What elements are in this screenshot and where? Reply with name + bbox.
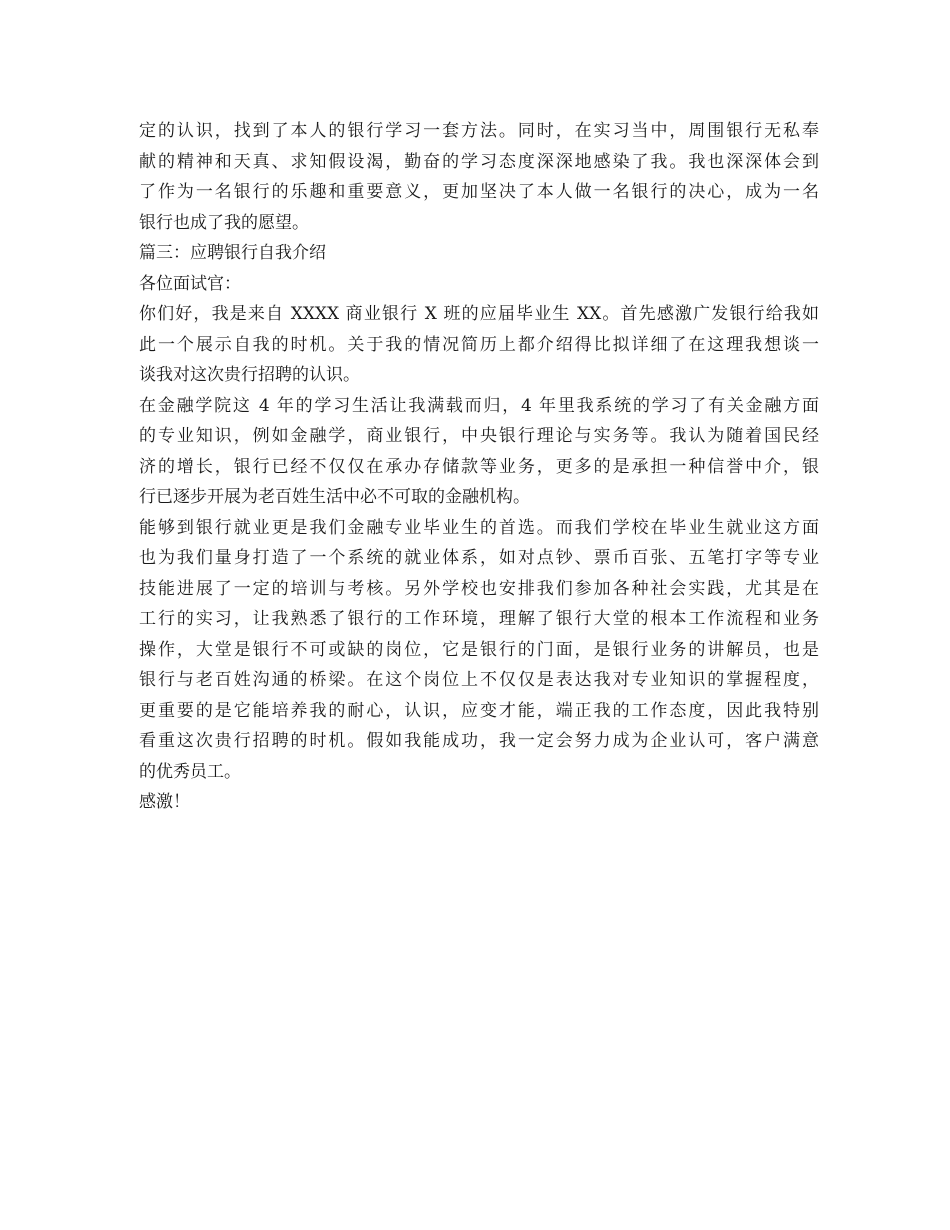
salutation: 各位面试官： bbox=[139, 273, 241, 294]
text-line: 看重这次贵行招聘的时机。假如我能成功，我一定会努力成为企业认可，客户满意 bbox=[139, 731, 819, 751]
text-line: 的优秀员工。 bbox=[139, 761, 241, 782]
text-line: 你们好，我是来自 XXXX 商业银行 X 班的应届毕业生 XX。首先感激广发银行给我如 bbox=[139, 304, 819, 324]
text-line: 谈我对这次贵行招聘的认识。 bbox=[139, 365, 360, 385]
text-line: 能够到银行就业更是我们金融专业毕业生的首选。而我们学校在毕业生就业这方面 bbox=[139, 517, 819, 538]
text-line: 操作，大堂是银行不可或缺的岗位，它是银行的门面，是银行业务的讲解员，也是 bbox=[139, 639, 819, 660]
text-line: 也为我们量身打造了一个系统的就业体系，如对点钞、票币百张、五笔打字等专业 bbox=[139, 548, 819, 568]
closing: 感激！ bbox=[139, 792, 190, 812]
section-heading: 篇三：应聘银行自我介绍 bbox=[139, 243, 326, 263]
text-line: 的专业知识，例如金融学，商业银行，中央银行理论与实务等。我认为随着国民经 bbox=[139, 426, 819, 446]
text-line: 行已逐步开展为老百姓生活中必不可取的金融机构。 bbox=[139, 487, 530, 507]
text-line: 定的认识，找到了本人的银行学习一套方法。同时，在实习当中，周围银行无私奉 bbox=[139, 121, 819, 141]
text-line: 工行的实习，让我熟悉了银行的工作环境，理解了银行大堂的根本工作流程和业务 bbox=[139, 609, 819, 629]
text-line: 济的增长，银行已经不仅仅在承办存储款等业务，更多的是承担一种信誉中介，银 bbox=[139, 456, 819, 477]
text-line: 技能进展了一定的培训与考核。另外学校也安排我们参加各种社会实践，尤其是在 bbox=[139, 578, 819, 599]
text-line: 此一个展示自我的时机。关于我的情况简历上都介绍得比拟详细了在这理我想谈一 bbox=[139, 334, 819, 355]
text-line: 银行也成了我的愿望。 bbox=[139, 212, 309, 233]
text-line: 了作为一名银行的乐趣和重要意义，更加坚决了本人做一名银行的决心，成为一名 bbox=[139, 182, 819, 202]
document-body bbox=[139, 116, 819, 818]
text-line: 在金融学院这 4 年的学习生活让我满载而归，4 年里我系统的学习了有关金融方面 bbox=[139, 395, 819, 416]
text-line: 更重要的是它能培养我的耐心，认识，应变才能，端正我的工作态度，因此我特别 bbox=[139, 700, 819, 721]
text-line: 银行与老百姓沟通的桥梁。在这个岗位上不仅仅是表达我对专业知识的掌握程度， bbox=[139, 670, 819, 690]
text-line: 献的精神和天真、求知假设渴，勤奋的学习态度深深地感染了我。我也深深体会到 bbox=[139, 151, 819, 172]
